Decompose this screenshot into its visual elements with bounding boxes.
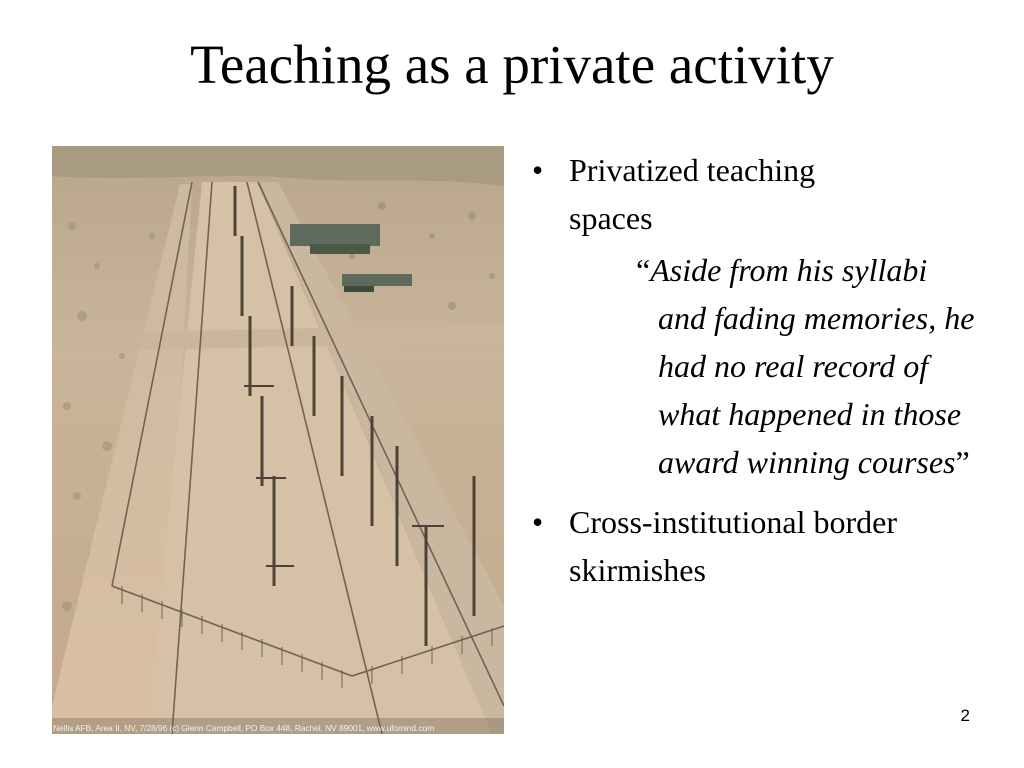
bullet-marker: • xyxy=(532,504,544,540)
slide-title: Teaching as a private activity xyxy=(190,34,834,95)
quote-block xyxy=(636,246,978,486)
bullet-text: Privatized teaching spaces xyxy=(569,152,816,236)
quote-close-mark: ” xyxy=(955,444,970,480)
bullet-marker: • xyxy=(532,152,544,188)
bullet-text: Cross-institutional border skirmishes xyxy=(569,504,897,588)
border-fence-road-photo xyxy=(52,146,504,734)
quote-text: Aside from his syllabi and fading memories, he had no real record of what happened in those award winning courses xyxy=(650,252,975,480)
slide-number: 2 xyxy=(960,706,970,725)
quote-open-mark: “ xyxy=(636,252,651,288)
photo-caption: Nellis AFB, Area II, NV, 7/28/96 (c) Glenn Campbell, PO Box 448, Rachel, NV 89001, www.ufomind.com xyxy=(53,723,435,733)
bullet-item-cross-institutional xyxy=(532,498,982,594)
bullet-list xyxy=(532,146,982,594)
bullet-item-privatized xyxy=(532,146,982,242)
